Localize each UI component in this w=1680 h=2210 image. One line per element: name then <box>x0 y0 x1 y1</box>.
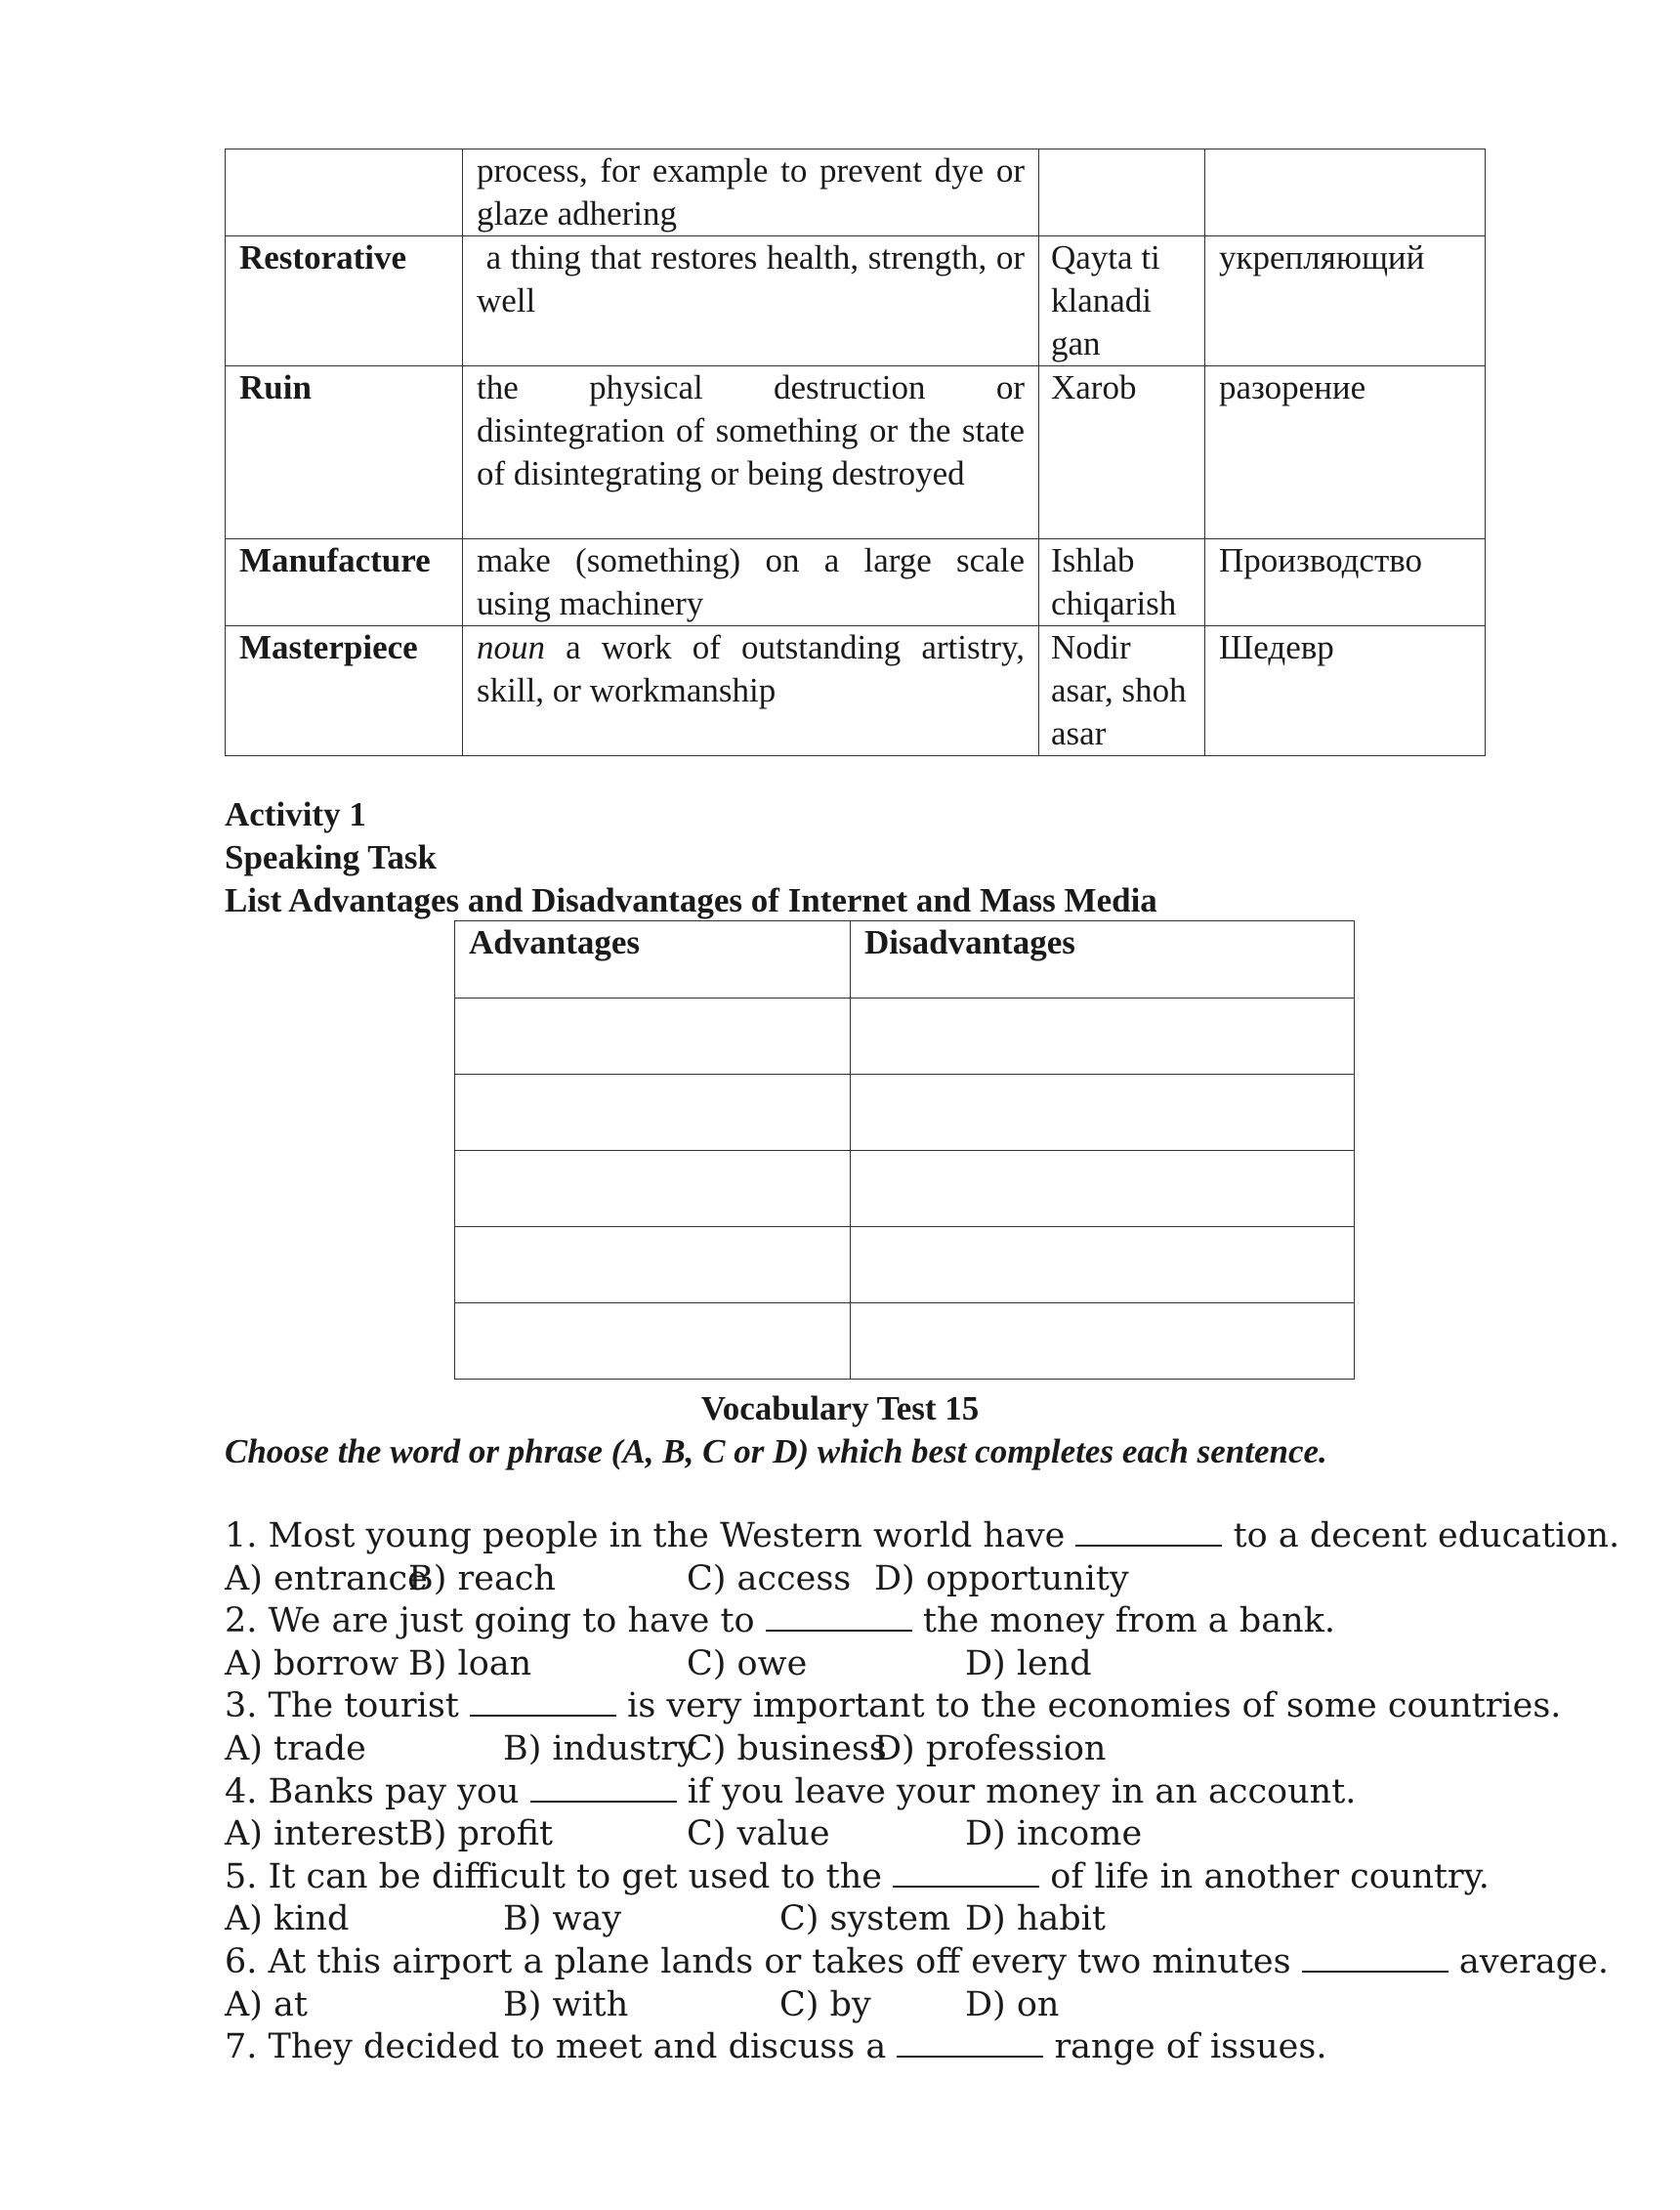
question-text <box>225 2026 1494 2069</box>
answer-options <box>225 1984 1494 2027</box>
advantages-table <box>454 920 1355 1380</box>
question-ending: is very important to the economies of some countries. <box>616 1686 1562 1726</box>
table-row <box>226 539 1486 626</box>
uzbek-translation: Qayta tiklanadi gan <box>1051 238 1160 362</box>
question-stem: 6. At this airport a plane lands or takes off every two minutes <box>225 1941 1302 1981</box>
disadvantage-cell[interactable] <box>851 999 1355 1075</box>
activity-heading: List Advantages and Disadvantages of Internet and Mass Media <box>225 881 1157 919</box>
question-stem: 4. Banks pay you <box>225 1771 530 1811</box>
definition-cell: the physical destruction or disintegration of something or the state of disintegrating or being destroyed <box>463 366 1039 539</box>
option-d[interactable]: D) opportunity <box>874 1558 1129 1598</box>
option-a[interactable]: A) borrow <box>225 1643 399 1683</box>
option-d[interactable]: D) profession <box>874 1728 1107 1768</box>
answer-blank <box>1302 1941 1449 1973</box>
disadvantage-cell[interactable] <box>851 1075 1355 1151</box>
option-c[interactable]: C) access <box>687 1558 852 1598</box>
answer-blank <box>470 1685 616 1717</box>
question-text <box>225 1941 1610 1984</box>
option-b[interactable]: B) industry <box>503 1728 696 1768</box>
test-title: Vocabulary Test 15 <box>700 1389 980 1427</box>
question-list <box>225 1515 1620 2069</box>
activity-title: Activity 1 <box>225 795 366 833</box>
uzbek-cell <box>1039 149 1205 236</box>
advantage-cell[interactable] <box>455 1227 851 1303</box>
table-row <box>226 236 1486 366</box>
table-row <box>455 1151 1355 1227</box>
definition-cell: a thing that restores health, strength, or well <box>463 236 1039 366</box>
advantage-cell[interactable] <box>455 1151 851 1227</box>
question-stem: 1. Most young people in the Western world have <box>225 1516 1076 1555</box>
answer-blank <box>893 1856 1039 1888</box>
answer-blank <box>897 2026 1043 2058</box>
russian-cell: Шедевр <box>1205 626 1486 756</box>
table-row <box>455 1075 1355 1151</box>
question-text <box>225 1771 1494 1814</box>
answer-blank <box>530 1771 677 1803</box>
answer-options <box>225 1558 1494 1601</box>
russian-cell: разорение <box>1205 366 1486 539</box>
option-c[interactable]: C) value <box>687 1814 830 1854</box>
table-row <box>226 626 1486 756</box>
advantage-cell[interactable] <box>455 1303 851 1380</box>
question-ending: the money from a bank. <box>911 1601 1335 1641</box>
table-row <box>455 1227 1355 1303</box>
definition-text: a work of outstanding artistry, skill, or workmanship <box>477 628 1033 709</box>
vocabulary-table <box>225 149 1486 756</box>
question-stem: 2. We are just going to have to <box>225 1601 766 1641</box>
advantage-cell[interactable] <box>455 1075 851 1151</box>
option-a[interactable]: A) at <box>225 1984 308 2024</box>
table-row <box>226 149 1486 236</box>
test-instruction: Choose the word or phrase (A, B, C or D) which best completes each sentence. <box>225 1432 1327 1470</box>
question-text <box>225 1856 1494 1899</box>
question-ending: range of issues. <box>1043 2027 1327 2067</box>
option-b[interactable]: B) loan <box>408 1643 532 1683</box>
answer-options <box>225 1898 1494 1941</box>
table-row <box>455 999 1355 1075</box>
uzbek-cell <box>1039 236 1205 366</box>
term-cell <box>226 149 463 236</box>
option-c[interactable]: C) system <box>779 1899 951 1939</box>
option-c[interactable]: C) business <box>687 1728 887 1768</box>
question-stem: 7. They decided to meet and discuss a <box>225 2027 898 2067</box>
option-d[interactable]: D) habit <box>965 1899 1106 1939</box>
russian-cell: укрепляющий <box>1205 236 1486 366</box>
option-a[interactable]: A) interest <box>225 1814 409 1854</box>
uzbek-cell: Ishlab chiqarish <box>1039 539 1205 626</box>
question-stem: 3. The tourist <box>225 1686 470 1726</box>
table-row <box>226 366 1486 539</box>
question-ending: average. <box>1448 1941 1610 1981</box>
question-stem: 5. It can be difficult to get used to the <box>225 1856 894 1896</box>
option-b[interactable]: B) reach <box>408 1558 556 1598</box>
part-of-speech: noun <box>477 628 545 666</box>
table-row <box>455 1303 1355 1380</box>
russian-cell <box>1205 149 1486 236</box>
option-a[interactable]: A) entrance <box>225 1558 428 1598</box>
term-cell: Ruin <box>226 366 463 539</box>
option-d[interactable]: D) lend <box>965 1643 1092 1683</box>
option-c[interactable]: C) by <box>779 1984 871 2024</box>
answer-options <box>225 1728 1494 1771</box>
option-d[interactable]: D) income <box>965 1814 1143 1854</box>
disadvantage-cell[interactable] <box>851 1303 1355 1380</box>
definition-cell: process, for example to prevent dye or glaze adhering <box>463 149 1039 236</box>
option-a[interactable]: A) kind <box>225 1899 350 1939</box>
term-cell: Restorative <box>226 236 463 366</box>
disadvantage-cell[interactable] <box>851 1227 1355 1303</box>
answer-options <box>225 1643 1494 1686</box>
question-text <box>225 1685 1562 1728</box>
option-a[interactable]: A) trade <box>225 1728 366 1768</box>
option-c[interactable]: C) owe <box>687 1643 808 1683</box>
russian-cell: Производство <box>1205 539 1486 626</box>
option-b[interactable]: B) with <box>503 1984 629 2024</box>
term-cell: Masterpiece <box>226 626 463 756</box>
question-text <box>225 1515 1620 1558</box>
uzbek-cell: Xarob <box>1039 366 1205 539</box>
definition-cell: make (something) on a large scale using machinery <box>463 539 1039 626</box>
question-text <box>225 1600 1494 1643</box>
uzbek-translation: Nodir asar, shoh asar <box>1051 628 1187 752</box>
uzbek-cell <box>1039 626 1205 756</box>
disadvantage-cell[interactable] <box>851 1151 1355 1227</box>
answer-options <box>225 1813 1494 1856</box>
advantage-cell[interactable] <box>455 999 851 1075</box>
term-cell: Manufacture <box>226 539 463 626</box>
question-ending: to a decent education. <box>1222 1516 1620 1555</box>
answer-blank <box>1075 1515 1222 1547</box>
question-ending: if you leave your money in an account. <box>676 1771 1357 1811</box>
option-d[interactable]: D) on <box>965 1984 1060 2024</box>
definition-cell <box>463 626 1039 756</box>
table-header-row <box>455 921 1355 999</box>
activity-heading-block <box>225 793 1157 922</box>
activity-subtitle: Speaking Task <box>225 838 437 876</box>
option-b[interactable]: B) way <box>503 1899 622 1939</box>
option-b[interactable]: B) profit <box>408 1814 554 1854</box>
answer-blank <box>766 1600 912 1632</box>
advantages-header: Advantages <box>455 921 851 999</box>
disadvantages-header: Disadvantages <box>851 921 1355 999</box>
question-ending: of life in another country. <box>1039 1856 1490 1896</box>
